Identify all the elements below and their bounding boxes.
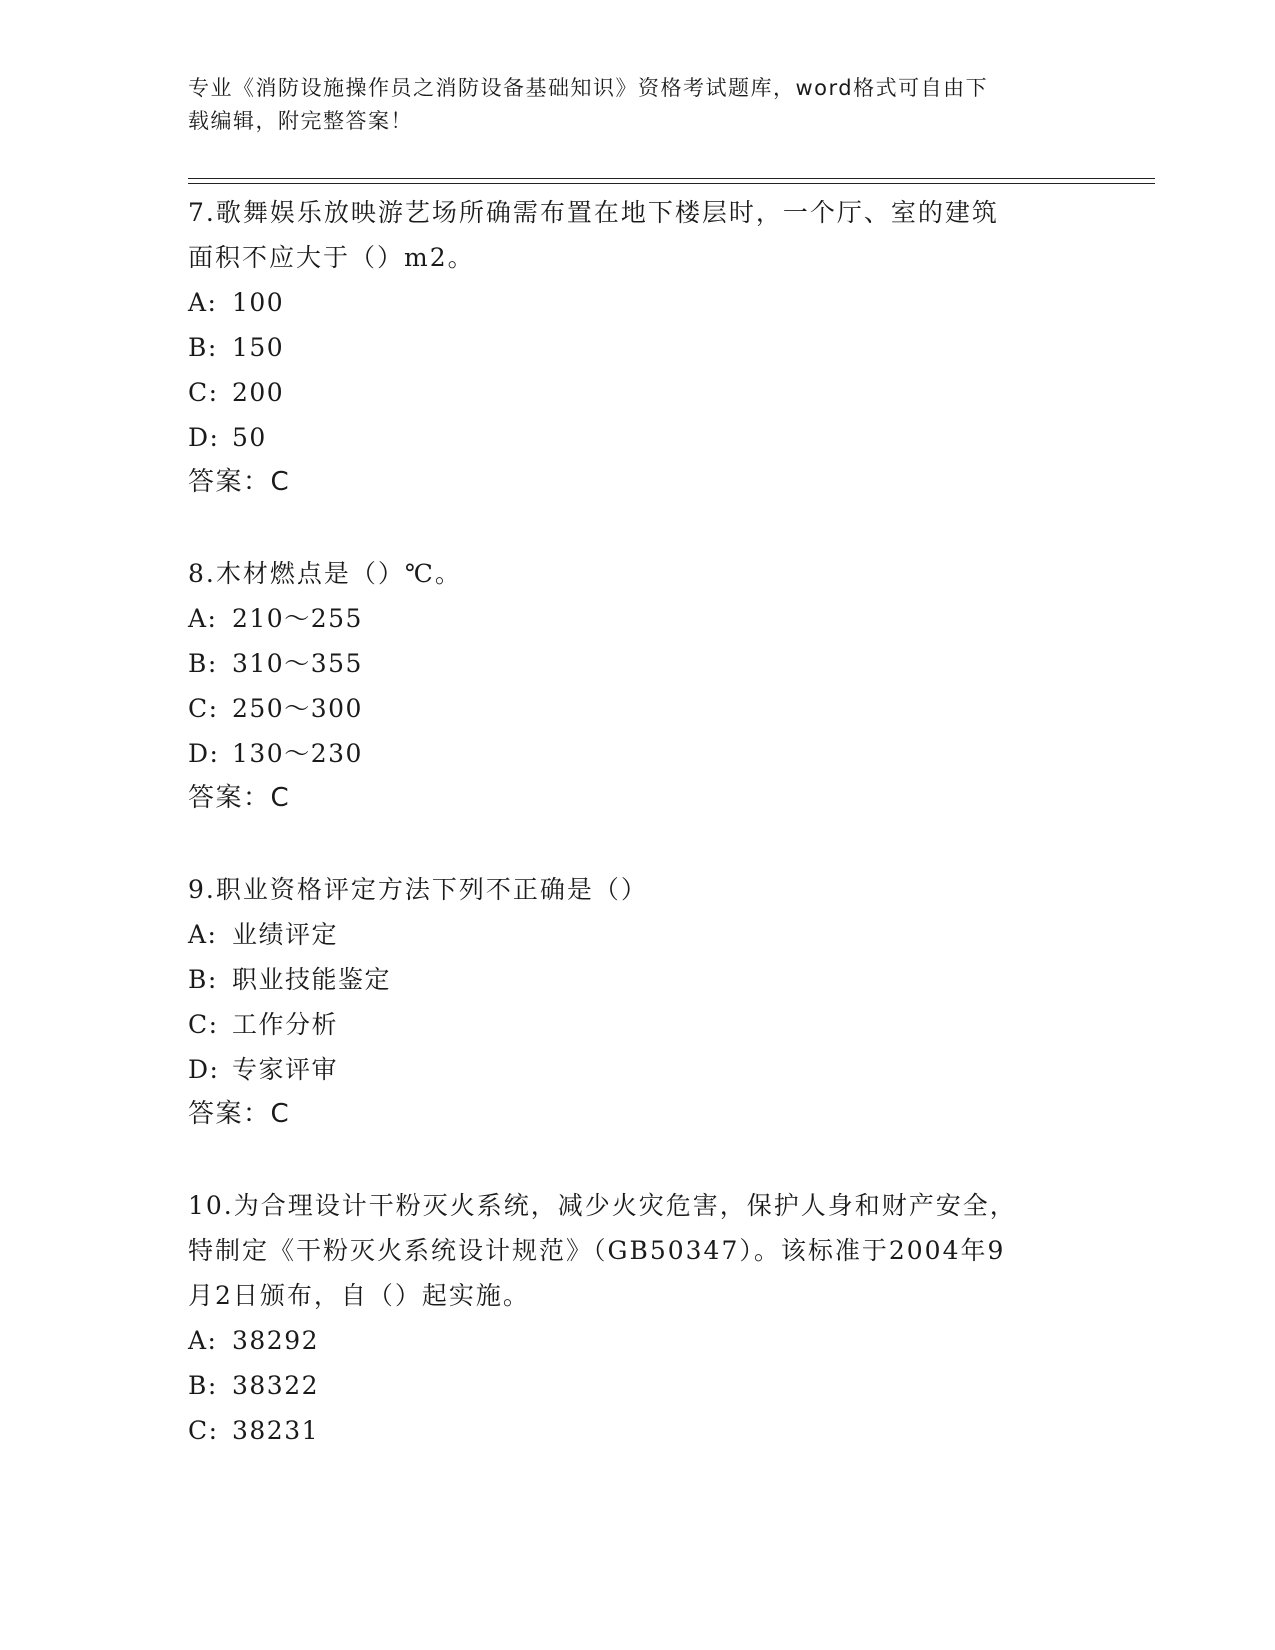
option-value: 38292 bbox=[232, 1326, 320, 1355]
question-8 bbox=[188, 551, 1068, 821]
option-letter: A: bbox=[188, 288, 218, 317]
option-letter: B: bbox=[188, 1371, 218, 1400]
option-c bbox=[188, 1002, 1068, 1047]
option-letter: B: bbox=[188, 965, 218, 994]
option-value: 250～300 bbox=[232, 694, 363, 723]
option-c bbox=[188, 1408, 1068, 1453]
option-b bbox=[188, 325, 1068, 370]
option-letter: C: bbox=[188, 1010, 219, 1039]
option-letter: D: bbox=[188, 739, 220, 768]
question-text: 月2日颁布，自（）起实施。 bbox=[188, 1281, 530, 1310]
header-divider bbox=[188, 178, 1155, 184]
option-c bbox=[188, 686, 1068, 731]
option-value: 150 bbox=[232, 333, 285, 362]
option-value: 专家评审 bbox=[232, 1055, 339, 1084]
question-10 bbox=[188, 1183, 1068, 1453]
option-b bbox=[188, 1363, 1068, 1408]
header-line-1: 专业《消防设施操作员之消防设备基础知识》资格考试题库，word格式可自由下 bbox=[188, 76, 989, 100]
option-d bbox=[188, 1047, 1068, 1092]
option-value: 50 bbox=[232, 423, 267, 452]
option-a bbox=[188, 280, 1068, 325]
option-letter: A: bbox=[188, 920, 218, 949]
question-text: 面积不应大于（）m2。 bbox=[188, 243, 475, 272]
option-d bbox=[188, 415, 1068, 460]
option-letter: D: bbox=[188, 423, 220, 452]
header-line-2: 载编辑，附完整答案！ bbox=[188, 109, 413, 133]
option-letter: D: bbox=[188, 1055, 220, 1084]
option-letter: C: bbox=[188, 1416, 219, 1445]
option-b bbox=[188, 641, 1068, 686]
option-letter: C: bbox=[188, 694, 219, 723]
answer-line: 答案：C bbox=[188, 1099, 291, 1129]
question-text: 7.歌舞娱乐放映游艺场所确需布置在地下楼层时，一个厅、室的建筑 bbox=[188, 198, 999, 227]
question-9 bbox=[188, 867, 1068, 1137]
option-c bbox=[188, 370, 1068, 415]
option-value: 38322 bbox=[232, 1371, 320, 1400]
question-text: 8.木材燃点是（）℃。 bbox=[188, 559, 462, 588]
option-a bbox=[188, 912, 1068, 957]
question-text: 9.职业资格评定方法下列不正确是（） bbox=[188, 875, 648, 904]
option-value: 200 bbox=[232, 378, 285, 407]
option-a bbox=[188, 1318, 1068, 1363]
option-value: 工作分析 bbox=[232, 1010, 339, 1039]
question-list bbox=[188, 190, 1068, 1453]
option-letter: C: bbox=[188, 378, 219, 407]
answer-line: 答案：C bbox=[188, 783, 291, 813]
option-value: 310～355 bbox=[232, 649, 363, 678]
option-value: 38231 bbox=[232, 1416, 320, 1445]
option-value: 130～230 bbox=[232, 739, 363, 768]
document-header bbox=[188, 72, 1068, 138]
option-b bbox=[188, 957, 1068, 1002]
option-value: 业绩评定 bbox=[232, 920, 339, 949]
option-letter: A: bbox=[188, 604, 218, 633]
option-letter: B: bbox=[188, 333, 218, 362]
option-letter: B: bbox=[188, 649, 218, 678]
question-text: 特制定《干粉灭火系统设计规范》（GB50347）。该标准于2004年9 bbox=[188, 1236, 1006, 1265]
question-7 bbox=[188, 190, 1068, 505]
answer-line: 答案：C bbox=[188, 467, 291, 497]
option-d bbox=[188, 731, 1068, 776]
option-letter: A: bbox=[188, 1326, 218, 1355]
option-value: 100 bbox=[232, 288, 285, 317]
option-value: 210～255 bbox=[232, 604, 363, 633]
option-value: 职业技能鉴定 bbox=[232, 965, 392, 994]
option-a bbox=[188, 596, 1068, 641]
question-text: 10.为合理设计干粉灭火系统，减少火灾危害，保护人身和财产安全， bbox=[188, 1191, 1017, 1220]
